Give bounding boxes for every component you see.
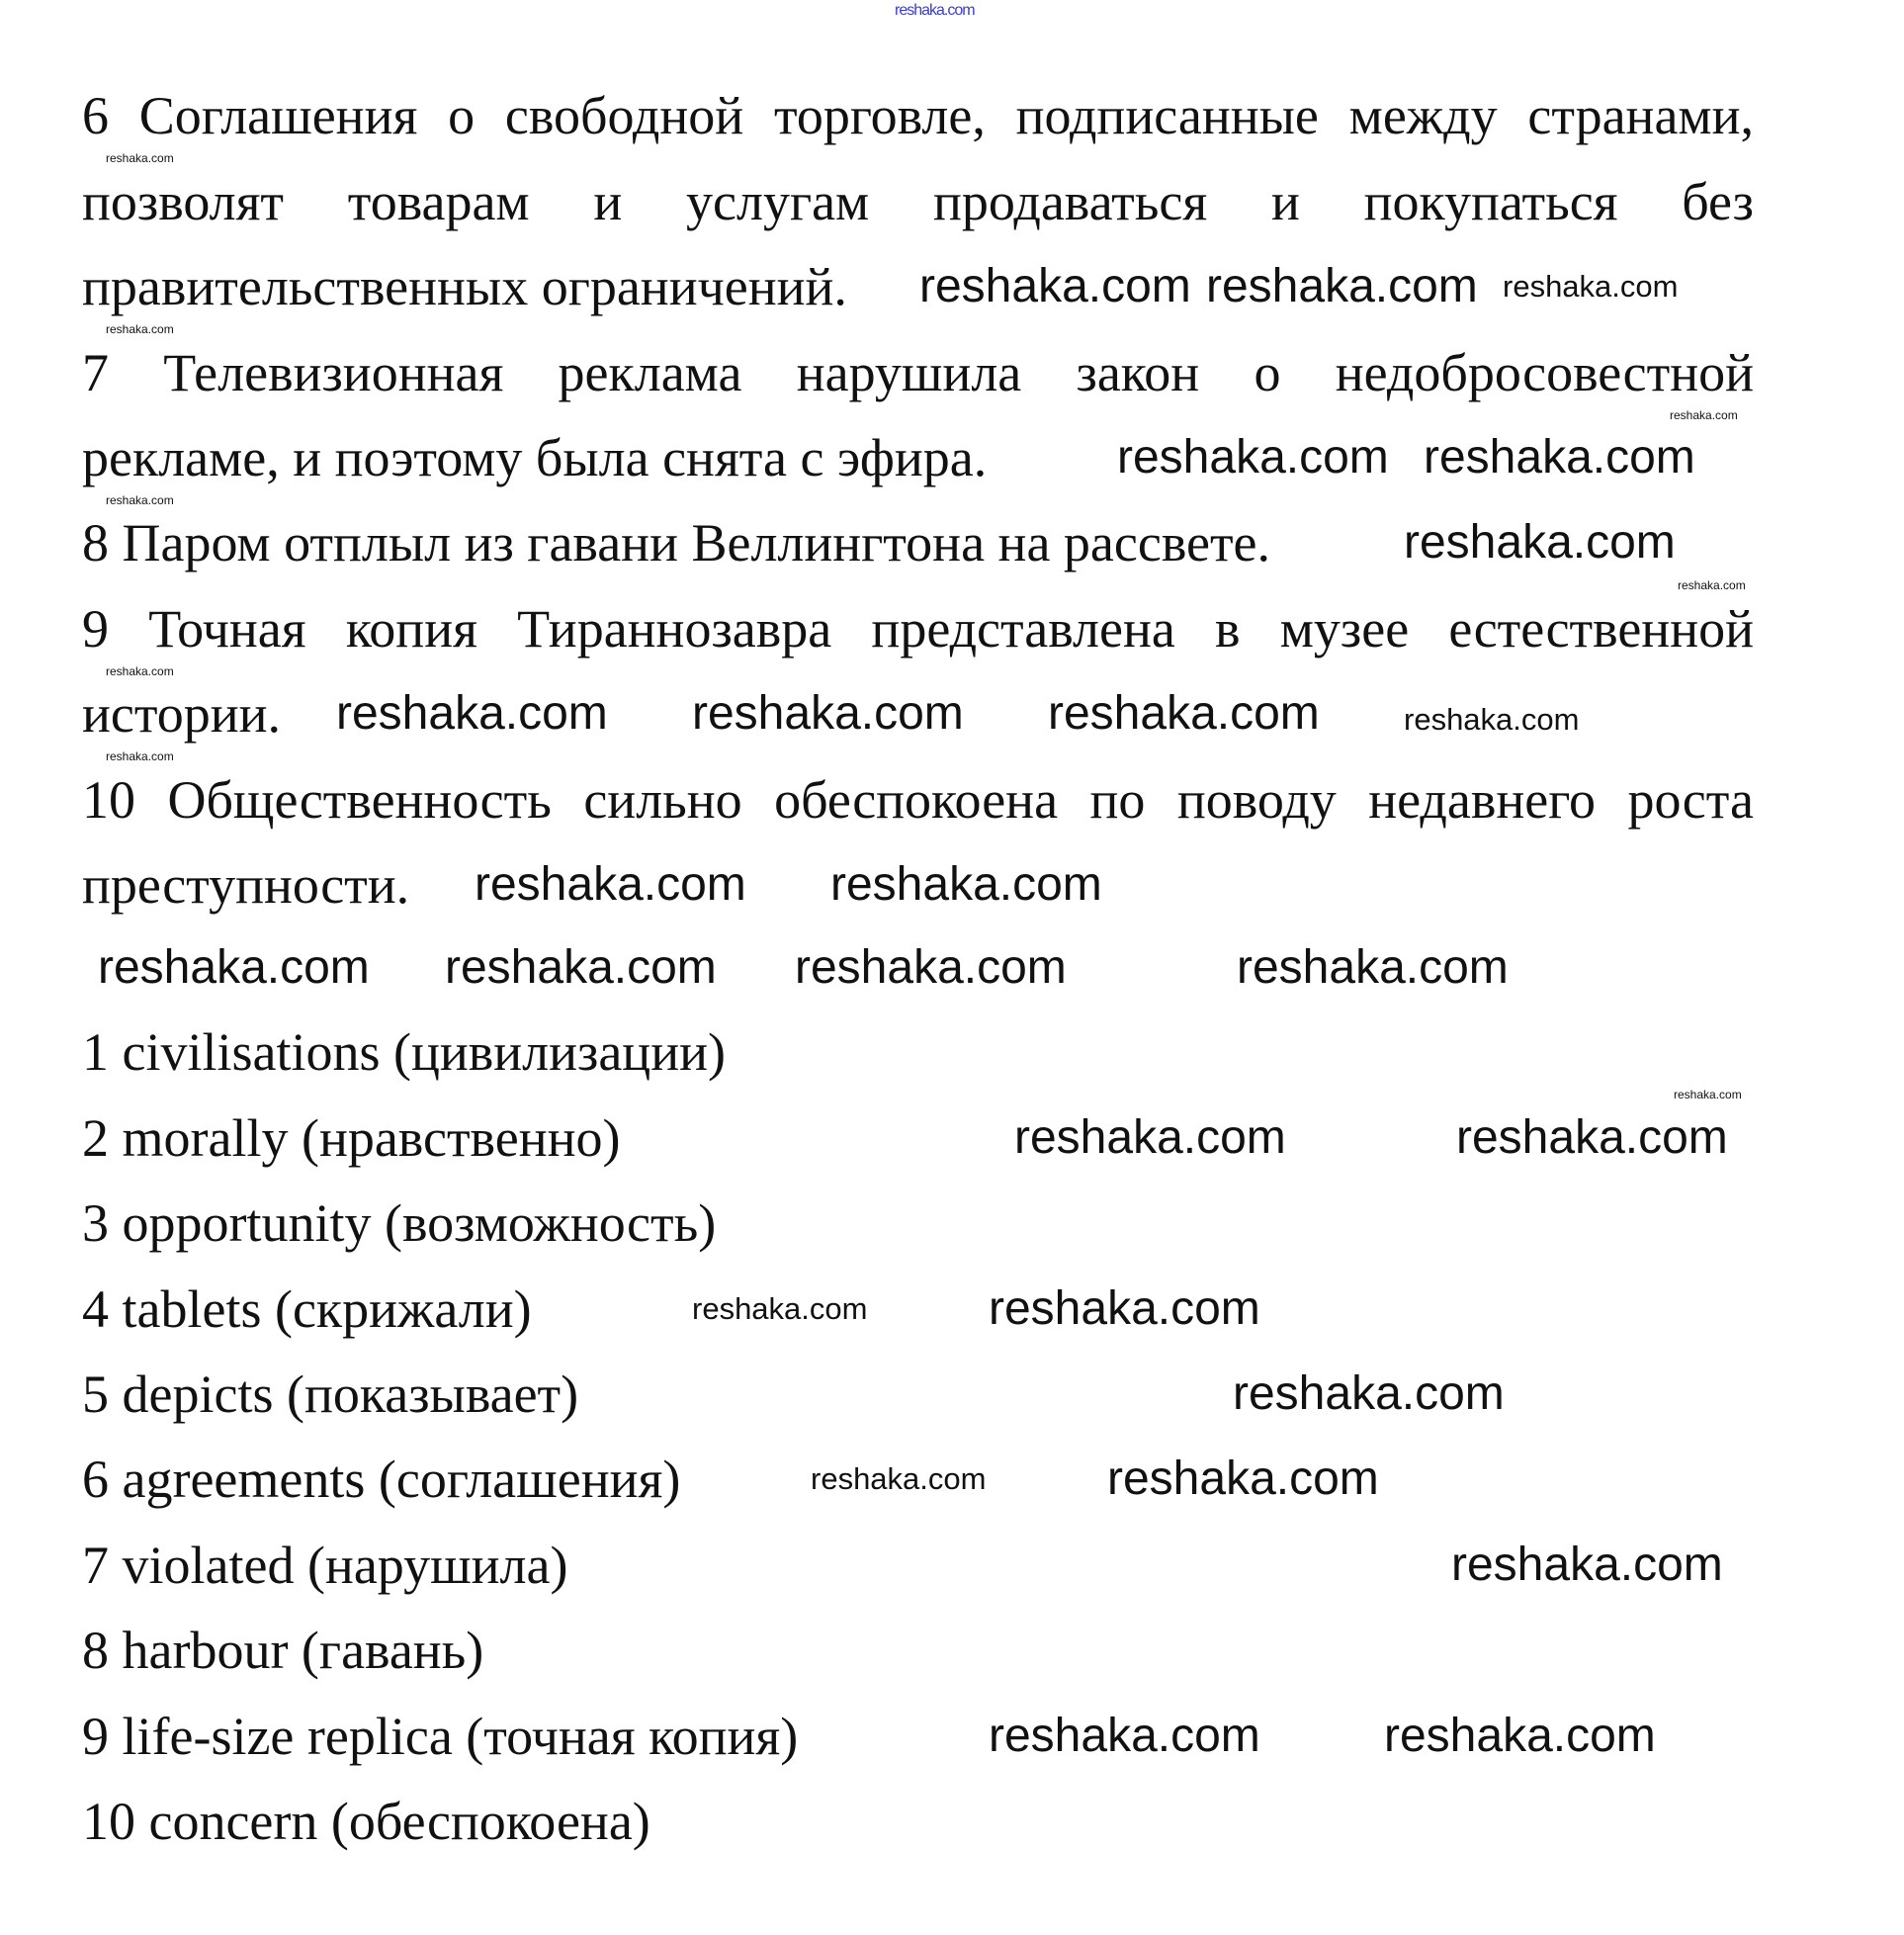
watermark: reshaka.com bbox=[475, 858, 746, 911]
sentence-line: 9 Точная копия Тираннозавра представлена в музее естественной bbox=[82, 599, 1754, 659]
sentence-line: рекламе, и поэтому была снята с эфира. bbox=[82, 428, 988, 487]
watermark: reshaka.com bbox=[692, 1291, 868, 1326]
sentence-line: 6 Соглашения о свободной торговле, подписанные между странами, bbox=[82, 86, 1754, 145]
watermark: reshaka.com bbox=[445, 941, 717, 994]
watermark: reshaka.com bbox=[1503, 269, 1679, 304]
watermark: reshaka.com bbox=[1237, 941, 1509, 994]
answer-item: 10 concern (обеспокоена) bbox=[82, 1792, 650, 1851]
watermark: reshaka.com bbox=[1117, 431, 1389, 484]
watermark: reshaka.com bbox=[795, 941, 1067, 994]
watermark: reshaka.com bbox=[1404, 702, 1580, 737]
watermark: reshaka.com bbox=[1674, 1088, 1742, 1101]
sentence-line: 8 Паром отплыл из гавани Веллингтона на рассвете. bbox=[82, 513, 1271, 572]
answer-item: 3 opportunity (возможность) bbox=[82, 1193, 717, 1253]
answer-item: 6 agreements (соглашения) bbox=[82, 1450, 681, 1509]
sentence-line: правительственных ограничений. bbox=[82, 257, 847, 316]
watermark: reshaka.com bbox=[1206, 260, 1478, 312]
answer-item: 4 tablets (скрижали) bbox=[82, 1279, 532, 1339]
watermark: reshaka.com bbox=[336, 687, 608, 740]
watermark: reshaka.com bbox=[1048, 687, 1320, 740]
watermark: reshaka.com bbox=[989, 1282, 1260, 1335]
watermark: reshaka.com bbox=[895, 2, 975, 19]
answer-item: 9 life-size replica (точная копия) bbox=[82, 1707, 799, 1766]
sentence-line: 10 Общественность сильно обеспокоена по поводу недавнего роста bbox=[82, 770, 1754, 830]
watermark: reshaka.com bbox=[692, 687, 964, 740]
answer-item: 1 civilisations (цивилизации) bbox=[82, 1022, 726, 1082]
watermark: reshaka.com bbox=[1233, 1367, 1505, 1420]
answer-item: 8 harbour (гавань) bbox=[82, 1621, 484, 1680]
answer-item: 2 morally (нравственно) bbox=[82, 1108, 621, 1168]
watermark: reshaka.com bbox=[830, 858, 1102, 911]
watermark: reshaka.com bbox=[1424, 431, 1695, 484]
watermark: reshaka.com bbox=[811, 1461, 987, 1496]
watermark: reshaka.com bbox=[1404, 516, 1676, 569]
watermark: reshaka.com bbox=[106, 493, 174, 507]
watermark: reshaka.com bbox=[106, 664, 174, 678]
sentence-line: 7 Телевизионная реклама нарушила закон о недобросовестной bbox=[82, 343, 1754, 402]
answer-item: 7 violated (нарушила) bbox=[82, 1536, 568, 1595]
watermark: reshaka.com bbox=[1014, 1111, 1286, 1164]
sentence-line: позволят товарам и услугам продаваться и покупаться без bbox=[82, 172, 1754, 231]
watermark: reshaka.com bbox=[1451, 1539, 1723, 1591]
watermark: reshaka.com bbox=[106, 749, 174, 763]
watermark: reshaka.com bbox=[106, 322, 174, 336]
watermark: reshaka.com bbox=[1384, 1710, 1656, 1762]
sentence-line: истории. bbox=[82, 684, 282, 744]
answer-item: 5 depicts (показывает) bbox=[82, 1364, 579, 1424]
watermark: reshaka.com bbox=[1107, 1452, 1379, 1505]
watermark: reshaka.com bbox=[1678, 578, 1746, 592]
watermark: reshaka.com bbox=[919, 260, 1191, 312]
watermark: reshaka.com bbox=[1670, 408, 1738, 422]
watermark: reshaka.com bbox=[106, 151, 174, 165]
watermark: reshaka.com bbox=[1456, 1111, 1728, 1164]
sentence-line: преступности. bbox=[82, 855, 410, 915]
watermark: reshaka.com bbox=[989, 1710, 1260, 1762]
watermark: reshaka.com bbox=[98, 941, 370, 994]
